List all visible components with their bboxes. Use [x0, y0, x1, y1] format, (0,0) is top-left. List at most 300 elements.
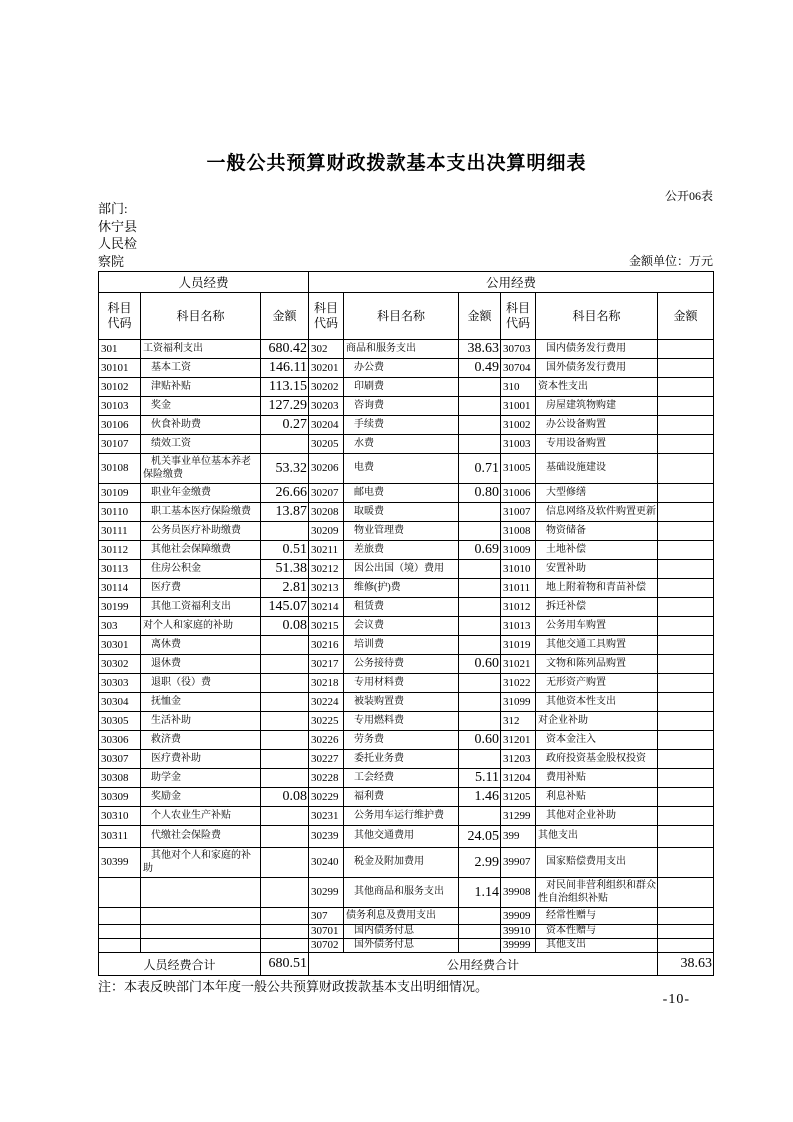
amount-cell	[459, 617, 501, 636]
amount-cell	[261, 807, 309, 826]
subject-code-cell: 31203	[501, 750, 536, 769]
form-number-label: 公开06表	[664, 189, 713, 203]
subject-name-cell: 物业管理费	[344, 522, 459, 541]
subject-code-cell: 31204	[501, 769, 536, 788]
table-row	[99, 522, 714, 541]
subject-name-cell: 物资储备	[536, 522, 658, 541]
subject-code-cell: 39909	[501, 908, 536, 925]
page-title: 一般公共预算财政拨款基本支出决算明细表	[206, 153, 587, 174]
amount-cell	[658, 712, 714, 731]
amount-cell	[658, 416, 714, 435]
table-row	[99, 807, 714, 826]
amount-cell: 24.05	[459, 826, 501, 848]
subject-name-cell: 资本金注入	[536, 731, 658, 750]
subject-code-cell: 30299	[309, 878, 344, 908]
subject-name-cell: 资本性赠与	[536, 925, 658, 939]
table-row	[99, 397, 714, 416]
subject-code-cell: 31299	[501, 807, 536, 826]
table-row	[99, 750, 714, 769]
subject-name-cell: 救济费	[141, 731, 261, 750]
subject-name-cell: 国内债务付息	[344, 925, 459, 939]
amount-cell: 0.08	[261, 788, 309, 807]
subject-code-cell: 30399	[99, 848, 141, 878]
subject-name-cell: 劳务费	[344, 731, 459, 750]
subject-code-cell: 30239	[309, 826, 344, 848]
subject-name-cell: 工资福利支出	[141, 340, 261, 359]
amount-cell	[658, 359, 714, 378]
subject-name-cell: 对企业补助	[536, 712, 658, 731]
subject-code-cell: 31019	[501, 636, 536, 655]
amount-cell	[658, 788, 714, 807]
amount-cell	[459, 522, 501, 541]
table-row	[99, 925, 714, 939]
amount-cell	[658, 541, 714, 560]
subject-code-cell: 30231	[309, 807, 344, 826]
col-header-name: 科目名称	[536, 293, 658, 340]
subject-code-cell: 31003	[501, 435, 536, 454]
subject-name-cell: 国外债务付息	[344, 939, 459, 953]
subject-name-cell: 国内债务发行费用	[536, 340, 658, 359]
subject-code-cell: 30240	[309, 848, 344, 878]
amount-cell	[658, 378, 714, 397]
subject-code-cell: 39908	[501, 878, 536, 908]
subject-code-cell: 30213	[309, 579, 344, 598]
subject-name-cell: 职业年金缴费	[141, 484, 261, 503]
subject-code-cell: 30108	[99, 454, 141, 484]
subject-code-cell: 30701	[309, 925, 344, 939]
subject-name-cell: 维修(护)费	[344, 579, 459, 598]
col-header-amount: 金额	[658, 293, 714, 340]
amount-cell	[459, 397, 501, 416]
amount-cell: 53.32	[261, 454, 309, 484]
table-group-header-row	[99, 272, 714, 293]
group-header-personnel: 人员经费	[99, 272, 309, 293]
amount-cell	[261, 925, 309, 939]
department-name-line: 察院	[98, 253, 125, 269]
subject-code-cell: 30207	[309, 484, 344, 503]
subject-name-cell: 政府投资基金股权投资	[536, 750, 658, 769]
table-row	[99, 617, 714, 636]
subject-code-cell: 31205	[501, 788, 536, 807]
subject-name-cell: 公务员医疗补助缴费	[141, 522, 261, 541]
subject-code-cell: 30218	[309, 674, 344, 693]
subject-code-cell: 30201	[309, 359, 344, 378]
subject-code-cell: 30228	[309, 769, 344, 788]
page-number: -10-	[662, 992, 690, 1007]
subject-code-cell: 31201	[501, 731, 536, 750]
amount-cell	[261, 750, 309, 769]
subject-name-cell: 退休费	[141, 655, 261, 674]
subject-name-cell: 公务用车运行维护费	[344, 807, 459, 826]
subject-name-cell: 文物和陈列品购置	[536, 655, 658, 674]
amount-cell	[459, 503, 501, 522]
group-header-public: 公用经费	[309, 272, 714, 293]
table-row	[99, 560, 714, 579]
subject-name-cell: 住房公积金	[141, 560, 261, 579]
subject-name-cell: 离休费	[141, 636, 261, 655]
subject-name-cell: 专用燃料费	[344, 712, 459, 731]
subject-code-cell	[99, 908, 141, 925]
table-row	[99, 769, 714, 788]
table-row	[99, 939, 714, 953]
amount-cell	[459, 908, 501, 925]
subject-code-cell: 30311	[99, 826, 141, 848]
subject-code-cell: 30106	[99, 416, 141, 435]
subject-name-cell: 拆迁补偿	[536, 598, 658, 617]
amount-cell: 0.60	[459, 731, 501, 750]
amount-cell	[459, 416, 501, 435]
subject-code-cell: 30704	[501, 359, 536, 378]
subject-name-cell: 国家赔偿费用支出	[536, 848, 658, 878]
subject-name-cell: 债务利息及费用支出	[344, 908, 459, 925]
table-row	[99, 712, 714, 731]
amount-cell	[658, 807, 714, 826]
amount-cell: 0.80	[459, 484, 501, 503]
amount-cell: 26.66	[261, 484, 309, 503]
subject-code-cell: 310	[501, 378, 536, 397]
subject-name-cell: 津贴补贴	[141, 378, 261, 397]
amount-cell	[261, 435, 309, 454]
subject-name-cell: 商品和服务支出	[344, 340, 459, 359]
table-row	[99, 378, 714, 397]
subject-name-cell	[141, 939, 261, 953]
subject-code-cell: 30204	[309, 416, 344, 435]
subject-code-cell: 30202	[309, 378, 344, 397]
subject-code-cell: 30226	[309, 731, 344, 750]
table-row	[99, 788, 714, 807]
amount-cell: 51.38	[261, 560, 309, 579]
subject-code-cell: 30310	[99, 807, 141, 826]
subject-code-cell: 30229	[309, 788, 344, 807]
amount-cell: 0.08	[261, 617, 309, 636]
amount-cell	[658, 750, 714, 769]
subject-name-cell: 其他工资福利支出	[141, 598, 261, 617]
personnel-total-value: 680.51	[261, 953, 309, 976]
subject-name-cell: 其他支出	[536, 939, 658, 953]
subject-code-cell: 30309	[99, 788, 141, 807]
table-row	[99, 541, 714, 560]
amount-cell: 0.71	[459, 454, 501, 484]
subject-name-cell: 对个人和家庭的补助	[141, 617, 261, 636]
subject-name-cell	[141, 878, 261, 908]
amount-cell: 2.81	[261, 579, 309, 598]
subject-name-cell: 无形资产购置	[536, 674, 658, 693]
subject-name-cell: 福利费	[344, 788, 459, 807]
amount-cell	[261, 522, 309, 541]
table-row	[99, 359, 714, 378]
subject-code-cell: 30301	[99, 636, 141, 655]
subject-code-cell: 30212	[309, 560, 344, 579]
table-body	[99, 340, 714, 953]
subject-name-cell: 抚恤金	[141, 693, 261, 712]
subject-code-cell: 30308	[99, 769, 141, 788]
subject-name-cell: 国外债务发行费用	[536, 359, 658, 378]
subject-code-cell: 30114	[99, 579, 141, 598]
amount-cell	[261, 939, 309, 953]
amount-cell	[261, 674, 309, 693]
amount-cell: 0.49	[459, 359, 501, 378]
subject-name-cell: 其他社会保障缴费	[141, 541, 261, 560]
subject-name-cell: 信息网络及软件购置更新	[536, 503, 658, 522]
col-header-amount: 金额	[261, 293, 309, 340]
subject-code-cell: 39910	[501, 925, 536, 939]
subject-code-cell: 307	[309, 908, 344, 925]
subject-name-cell: 印刷费	[344, 378, 459, 397]
subject-code-cell: 30112	[99, 541, 141, 560]
subject-code-cell: 31013	[501, 617, 536, 636]
subject-name-cell: 取暖费	[344, 503, 459, 522]
amount-cell: 146.11	[261, 359, 309, 378]
subject-code-cell: 31006	[501, 484, 536, 503]
subject-name-cell: 经常性赠与	[536, 908, 658, 925]
amount-cell	[261, 878, 309, 908]
subject-name-cell: 水费	[344, 435, 459, 454]
subject-name-cell: 工会经费	[344, 769, 459, 788]
amount-cell	[261, 731, 309, 750]
subject-name-cell: 因公出国（境）费用	[344, 560, 459, 579]
subject-name-cell: 其他资本性支出	[536, 693, 658, 712]
amount-cell	[459, 579, 501, 598]
amount-cell	[658, 925, 714, 939]
subject-code-cell: 31010	[501, 560, 536, 579]
amount-cell	[658, 693, 714, 712]
public-total-label: 公用经费合计	[309, 953, 658, 976]
amount-cell: 2.99	[459, 848, 501, 878]
amount-cell	[261, 908, 309, 925]
public-total-value: 38.63	[658, 953, 714, 976]
amount-cell	[261, 769, 309, 788]
amount-cell	[459, 925, 501, 939]
note-text: 注：本表反映部门本年度一般公共预算财政拨款基本支出明细情况。	[98, 979, 489, 994]
amount-cell: 13.87	[261, 503, 309, 522]
amount-cell	[658, 769, 714, 788]
subject-name-cell: 邮电费	[344, 484, 459, 503]
subject-name-cell: 绩效工资	[141, 435, 261, 454]
subject-code-cell: 31009	[501, 541, 536, 560]
col-header-amount: 金额	[459, 293, 501, 340]
amount-cell	[261, 712, 309, 731]
amount-cell: 5.11	[459, 769, 501, 788]
amount-cell	[658, 503, 714, 522]
subject-code-cell: 30205	[309, 435, 344, 454]
subject-name-cell: 差旅费	[344, 541, 459, 560]
col-header-code: 科目代码	[501, 293, 536, 340]
amount-cell	[658, 826, 714, 848]
amount-cell: 127.29	[261, 397, 309, 416]
subject-code-cell: 31012	[501, 598, 536, 617]
subject-code-cell: 399	[501, 826, 536, 848]
table-row	[99, 454, 714, 484]
amount-cell	[658, 579, 714, 598]
subject-name-cell: 会议费	[344, 617, 459, 636]
table-row	[99, 340, 714, 359]
subject-code-cell: 30302	[99, 655, 141, 674]
subject-code-cell: 31022	[501, 674, 536, 693]
amount-cell	[459, 807, 501, 826]
table-row	[99, 878, 714, 908]
subject-code-cell: 30703	[501, 340, 536, 359]
subject-code-cell: 31002	[501, 416, 536, 435]
subject-name-cell	[141, 908, 261, 925]
amount-cell: 0.27	[261, 416, 309, 435]
subject-name-cell	[141, 925, 261, 939]
subject-name-cell: 代缴社会保险费	[141, 826, 261, 848]
col-header-name: 科目名称	[344, 293, 459, 340]
subject-code-cell: 39907	[501, 848, 536, 878]
subject-name-cell: 生活补助	[141, 712, 261, 731]
subject-code-cell: 30199	[99, 598, 141, 617]
amount-cell	[658, 397, 714, 416]
subject-name-cell: 其他商品和服务支出	[344, 878, 459, 908]
subject-code-cell: 30211	[309, 541, 344, 560]
subject-code-cell: 30107	[99, 435, 141, 454]
subject-code-cell: 39999	[501, 939, 536, 953]
subject-name-cell: 个人农业生产补贴	[141, 807, 261, 826]
subject-name-cell: 安置补助	[536, 560, 658, 579]
amount-cell	[658, 560, 714, 579]
subject-code-cell: 30702	[309, 939, 344, 953]
subject-code-cell	[99, 925, 141, 939]
subject-name-cell: 公务用车购置	[536, 617, 658, 636]
subject-code-cell: 30307	[99, 750, 141, 769]
subject-code-cell	[99, 878, 141, 908]
amount-cell	[658, 878, 714, 908]
subject-name-cell: 税金及附加费用	[344, 848, 459, 878]
subject-name-cell: 专用材料费	[344, 674, 459, 693]
subject-code-cell: 30208	[309, 503, 344, 522]
table-row	[99, 416, 714, 435]
amount-cell	[658, 617, 714, 636]
amount-cell	[459, 560, 501, 579]
subject-code-cell: 301	[99, 340, 141, 359]
amount-cell	[459, 939, 501, 953]
amount-cell	[459, 693, 501, 712]
subject-code-cell: 31007	[501, 503, 536, 522]
budget-table-container	[98, 271, 713, 976]
col-header-code: 科目代码	[309, 293, 344, 340]
budget-table	[98, 271, 714, 976]
subject-code-cell: 303	[99, 617, 141, 636]
subject-name-cell: 其他对企业补助	[536, 807, 658, 826]
amount-cell	[658, 340, 714, 359]
amount-cell	[658, 598, 714, 617]
col-header-name: 科目名称	[141, 293, 261, 340]
subject-code-cell: 30109	[99, 484, 141, 503]
subject-name-cell: 办公费	[344, 359, 459, 378]
amount-cell	[261, 655, 309, 674]
table-row	[99, 674, 714, 693]
table-row	[99, 435, 714, 454]
subject-code-cell: 31008	[501, 522, 536, 541]
amount-cell	[658, 939, 714, 953]
amount-cell	[459, 750, 501, 769]
amount-cell	[658, 908, 714, 925]
table-row	[99, 731, 714, 750]
subject-name-cell: 房屋建筑物购建	[536, 397, 658, 416]
amount-cell: 1.46	[459, 788, 501, 807]
department-name-line: 人民检	[98, 236, 138, 251]
subject-code-cell	[99, 939, 141, 953]
amount-cell: 0.60	[459, 655, 501, 674]
table-row	[99, 503, 714, 522]
amount-cell	[658, 454, 714, 484]
subject-code-cell: 302	[309, 340, 344, 359]
subject-code-cell: 30306	[99, 731, 141, 750]
table-row	[99, 598, 714, 617]
amount-cell: 38.63	[459, 340, 501, 359]
amount-cell: 680.42	[261, 340, 309, 359]
subject-name-cell: 基本工资	[141, 359, 261, 378]
subject-name-cell: 利息补贴	[536, 788, 658, 807]
subject-name-cell: 奖励金	[141, 788, 261, 807]
subject-code-cell: 30209	[309, 522, 344, 541]
subject-code-cell: 30214	[309, 598, 344, 617]
subject-name-cell: 对民间非营利组织和群众性自治组织补贴	[536, 878, 658, 908]
subject-name-cell: 被装购置费	[344, 693, 459, 712]
department-label: 部门:	[98, 201, 128, 216]
table-row	[99, 484, 714, 503]
subject-name-cell: 医疗费	[141, 579, 261, 598]
amount-cell	[459, 378, 501, 397]
subject-code-cell: 30215	[309, 617, 344, 636]
subject-code-cell: 30227	[309, 750, 344, 769]
subject-code-cell: 30103	[99, 397, 141, 416]
subject-name-cell: 大型修缮	[536, 484, 658, 503]
subject-name-cell: 土地补偿	[536, 541, 658, 560]
subject-name-cell: 委托业务费	[344, 750, 459, 769]
subject-name-cell: 奖金	[141, 397, 261, 416]
amount-cell	[261, 636, 309, 655]
subject-name-cell: 电费	[344, 454, 459, 484]
amount-cell	[658, 655, 714, 674]
amount-cell	[261, 693, 309, 712]
subject-code-cell: 30305	[99, 712, 141, 731]
amount-cell	[459, 712, 501, 731]
subject-name-cell: 职工基本医疗保险缴费	[141, 503, 261, 522]
amount-cell: 145.07	[261, 598, 309, 617]
table-row	[99, 848, 714, 878]
subject-name-cell: 助学金	[141, 769, 261, 788]
subject-name-cell: 医疗费补助	[141, 750, 261, 769]
subject-code-cell: 30206	[309, 454, 344, 484]
subject-name-cell: 伙食补助费	[141, 416, 261, 435]
subject-code-cell: 31005	[501, 454, 536, 484]
table-row	[99, 655, 714, 674]
subject-code-cell: 30111	[99, 522, 141, 541]
subject-name-cell: 其他交通费用	[344, 826, 459, 848]
subject-name-cell: 办公设备购置	[536, 416, 658, 435]
table-row	[99, 636, 714, 655]
table-row	[99, 693, 714, 712]
subject-code-cell: 31011	[501, 579, 536, 598]
amount-cell	[459, 674, 501, 693]
table-row	[99, 826, 714, 848]
amount-cell: 0.69	[459, 541, 501, 560]
amount-cell	[658, 731, 714, 750]
amount-cell: 0.51	[261, 541, 309, 560]
subject-code-cell: 31099	[501, 693, 536, 712]
subject-code-cell: 30113	[99, 560, 141, 579]
unit-label: 金额单位：万元	[628, 254, 713, 268]
subject-name-cell: 专用设备购置	[536, 435, 658, 454]
subject-code-cell: 30217	[309, 655, 344, 674]
subject-code-cell: 30303	[99, 674, 141, 693]
subject-name-cell: 其他对个人和家庭的补助	[141, 848, 261, 878]
table-row	[99, 579, 714, 598]
subject-name-cell: 租赁费	[344, 598, 459, 617]
amount-cell	[658, 522, 714, 541]
subject-code-cell: 30224	[309, 693, 344, 712]
